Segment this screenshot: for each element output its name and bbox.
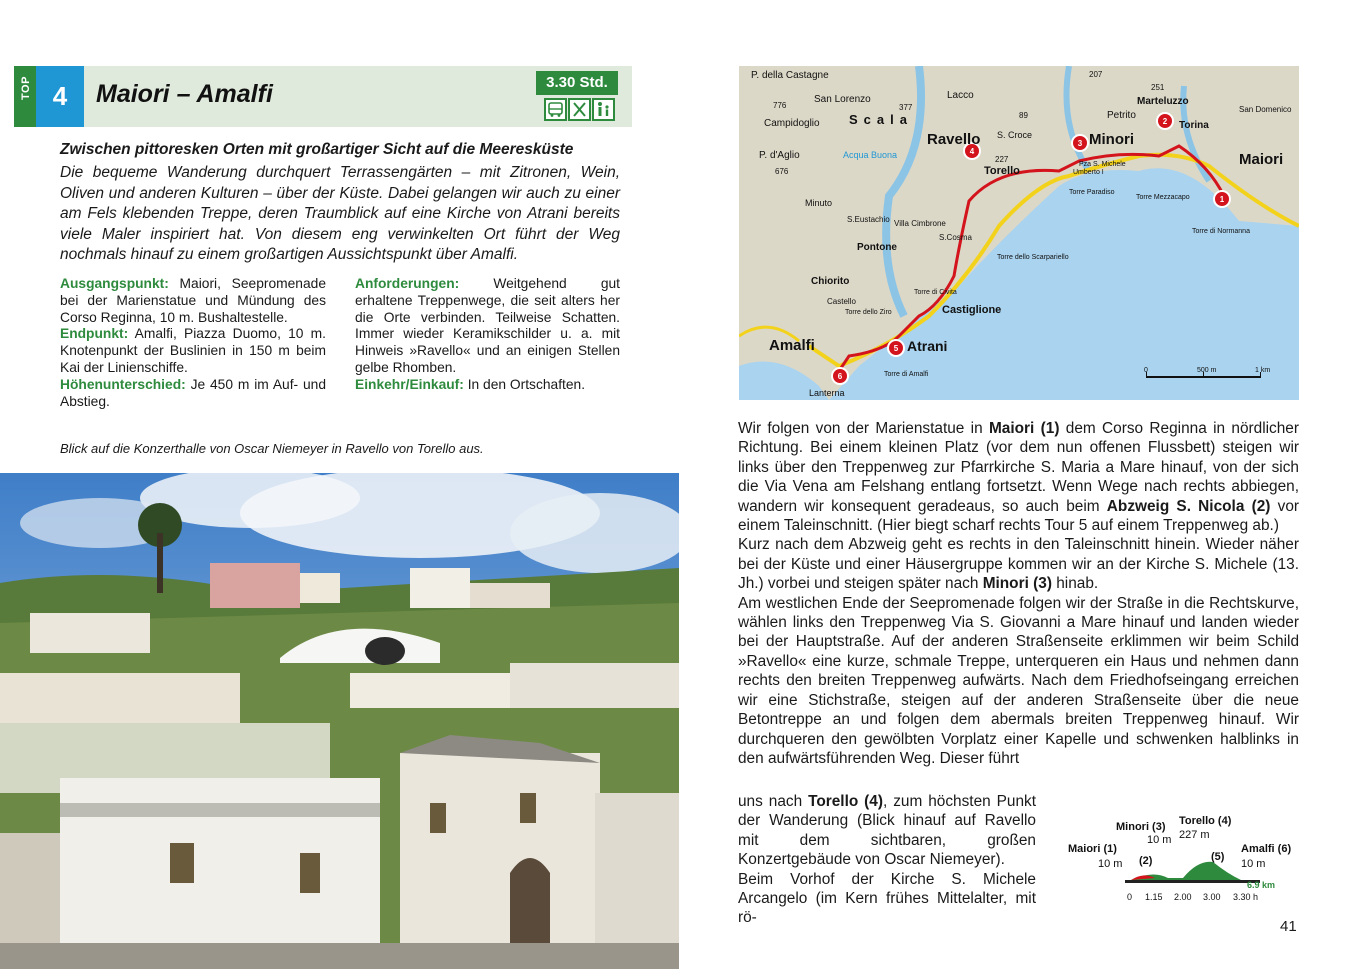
refreshment-label: Einkehr/Einkauf: [355,376,464,392]
map-elevation: 89 [1019,111,1028,120]
scale-500m: 500 m [1197,367,1217,374]
map-place: Campidoglio [764,118,820,129]
map-marker-1: 1 [1219,195,1225,204]
profile-time-tick: 3.00 [1203,892,1221,902]
map-place: S.Eustachio [847,215,890,224]
start-label: Ausgangspunkt: [60,276,169,291]
profile-point-elev: 10 m [1241,858,1266,870]
body-text-bold: Minori (3) [982,575,1052,593]
map-place: Scala [849,112,913,127]
body-text-bold: Abzweig S. Nicola (2) [1106,497,1271,515]
profile-point-name: Maiori (1) [1068,843,1117,855]
photo-caption: Blick auf die Konzerthalle von Oscar Niemeyer in Ravello von Torello aus. [60,441,484,456]
map-place: Atrani [907,338,948,354]
map-place: Umberto I [1073,169,1104,176]
map-place: Torre dello Scarpariello [997,254,1069,261]
scale-0: 0 [1144,367,1148,374]
map-place: Pontone [857,242,897,253]
map-place: Torre Paradiso [1069,189,1115,196]
map-marker-4: 4 [969,147,975,156]
info-column-right [355,276,620,394]
profile-point-name: Amalfi (6) [1241,843,1292,855]
profile-point-name: (2) [1139,855,1153,867]
map-place: San Domenico [1239,105,1292,114]
map-place: Petrito [1107,110,1136,121]
body-text: Kurz nach dem Abzweig geht es rechts in den Taleinschnitt hinein. Wieder näher bei der Küste und einer Häusergruppe kommen wir an der Kirche S. Michele (13. Jh.) vorbei und steigen später nach [738,536,1299,593]
map-place: Torre di Normanna [1192,228,1250,235]
requirements-label: Anforderungen: [355,276,460,291]
map-place: Torre Mezzacapo [1136,194,1190,201]
requirements-text: Weitgehend gut erhaltene Treppenwege, die seit alters her die Orte verbinden. Teilweise Schatten. Immer wieder Keramikschilder u. a. mit Hinweis »Ravello« und an einigen Stellen gelbe Rhomben. [355,276,620,375]
map-place: S. Croce [997,130,1033,140]
profile-point-elev: 227 m [1179,829,1210,841]
body-text: Beim Vorhof der Kirche S. Michele Arcangelo (im Kern frühes Mittelalter, mit rö- [738,870,1036,927]
map-elevation: 251 [1151,83,1165,92]
route-map [739,66,1299,400]
body-text: vor einem Taleinschnitt. (Hier biegt scharf rechts Tour 5 auf einem Treppenweg ab.) [738,497,1300,535]
page-number: 41 [1280,918,1297,935]
height-label: Höhenunterschied: [60,376,186,392]
map-place: Torre dello Ziro [845,309,892,316]
map-elevation: 776 [773,101,787,110]
route-description [738,419,1299,768]
body-text: Wir folgen von der Marienstatue in [738,420,989,437]
map-place: S.Cosma [939,233,972,242]
map-place: Lanterna [809,388,845,398]
top-tab [14,66,36,127]
map-place: Minuto [805,198,833,208]
map-place: Castiglione [942,304,1002,316]
map-marker-5: 5 [893,344,899,353]
map-place: P. d'Aglio [759,150,800,161]
map-elevation: 207 [1089,70,1103,79]
body-text: Am westlichen Ende der Seepromenade folgen wir der Straße in die Rechtskurve, wählen links den Treppenweg Via S. Giovanni a Mare hinauf und landen wieder bei der Hauptstraße. Auf der anderen Straßenseite erklimmen wir beim Schild »Ravello« eine kurze, schmale Treppe, unterqueren ein Haus und nehmen dann rechts den breiten Treppenweg aufwärts. Nach dem Friedhofseingang erreichen wir eine Stichstraße, steigen auf der anderen Straßenseite über die neue Betontreppe an und folgen dem abermals breiten Treppenweg hinauf. Wir durchqueren den gewölbten Vorplatz einer Kapelle und schwenken halblinks in den aufwärtsführenden Weg. Dieser führt [738,594,1299,767]
map-elevation: 227 [995,155,1009,164]
end-text: Amalfi, Piazza Duomo, 10 m. Knotenpunkt der Buslinien in 150 m beim Kai der Linienschiffe. [60,326,326,375]
map-place: P. della Castagne [751,70,829,81]
body-text-bold: Maiori (1) [988,420,1060,437]
profile-time-tick: 0 [1127,892,1133,902]
top-label: TOP [20,76,32,100]
map-place: San Lorenzo [814,94,871,105]
body-text: hinab. [1051,575,1099,593]
profile-time-tick: 3.30 h [1233,892,1259,902]
map-marker-3: 3 [1077,139,1083,148]
profile-time-tick: 2.00 [1174,892,1192,902]
map-place: Villa Cimbrone [894,219,946,228]
scale-1km: 1 km [1255,367,1271,374]
profile-time-tick: 1.15 [1145,892,1163,902]
map-place: Maiori [1239,151,1284,168]
subtitle: Zwischen pittoresken Orten mit großartiger Sicht auf die Meeresküste [60,141,574,158]
profile-point-elev: 10 m [1098,858,1123,870]
map-place: Acqua Buona [843,150,898,160]
family-icon [592,98,615,121]
body-text: , zum höchsten Punkt der Wanderung (Blick hinauf auf Ravello mit dem sichtbaren, großen Konzertgebäude von Oscar Niemeyer). [738,793,1036,869]
body-text-bold: Torello (4) [808,793,883,810]
fork-knife-icon [568,98,591,121]
map-place: Ravello [927,131,981,148]
profile-distance: 6.9 km [1247,880,1276,890]
map-place: Amalfi [769,337,815,354]
map-place: Torre di Civita [914,289,957,296]
map-place: Marteluzzo [1137,96,1189,107]
map-place: Castello [827,297,856,306]
profile-point-name: Torello (4) [1179,815,1232,827]
duration-badge: 3.30 Std. [536,71,618,95]
map-place: Torre di Amalfi [884,371,929,378]
route-description-continued [738,792,1036,928]
map-elevation: 377 [899,103,913,112]
map-place: Torello [984,165,1020,177]
refreshment-text: In den Ortschaften. [463,376,586,392]
height-text: Je 450 m im Auf- und Abstieg. [60,376,326,409]
start-text: Maiori, Seepromenade bei der Marienstatue und Mündung des Corso Reginna, 10 m. Bushaltestelle. [60,276,326,325]
end-label: Endpunkt: [60,326,129,342]
map-elevation: 676 [775,167,789,176]
map-place: Pza S. Michele [1079,161,1126,168]
map-place: Torina [1179,120,1209,131]
info-column-left [60,276,326,410]
body-text: uns nach [738,793,809,810]
map-marker-2: 2 [1162,117,1168,126]
intro-paragraph: Die bequeme Wanderung durchquert Terrassengärten – mit Zitronen, Wein, Oliven und anderen Kulturen – über der Küste. Dabei gelangen wir auch zu einer am Fels klebenden Treppe, deren Traumblick auf eine Kirche von Atrani bereits viele Maler inspiriert hat. Von diesem eng verwinkelten Ort führt der Weg nochmals hinauf zu einem großartigen Aussichtspunkt über Amalfi. [60,164,620,264]
bus-icon [544,98,567,121]
profile-point-elev: 10 m [1147,834,1172,846]
ravello-photo [0,473,679,969]
profile-point-name: (5) [1211,851,1225,863]
body-text: dem Corso Reginna in nördlicher Richtung. Bei einem kleinen Platz (vor dem nun offenen Flussbett) steigen wir links über den Treppenweg zur Pfarrkirche S. Maria a Mare hinauf, von der sich die Via Vena am Felshang entlang fortsetzt. Wenn Wege nach rechts abbiegen, wandern wir konsequent geradeaus, so auch beim [738,420,1299,515]
elevation-profile [1063,812,1303,908]
tour-number: 4 [36,66,84,127]
page-title: Maiori – Amalfi [96,80,273,108]
profile-point-name: Minori (3) [1116,821,1166,833]
map-marker-6: 6 [837,372,843,381]
map-place: Minori [1089,131,1134,148]
map-place: Lacco [947,90,974,101]
map-place: Chiorito [811,276,850,287]
